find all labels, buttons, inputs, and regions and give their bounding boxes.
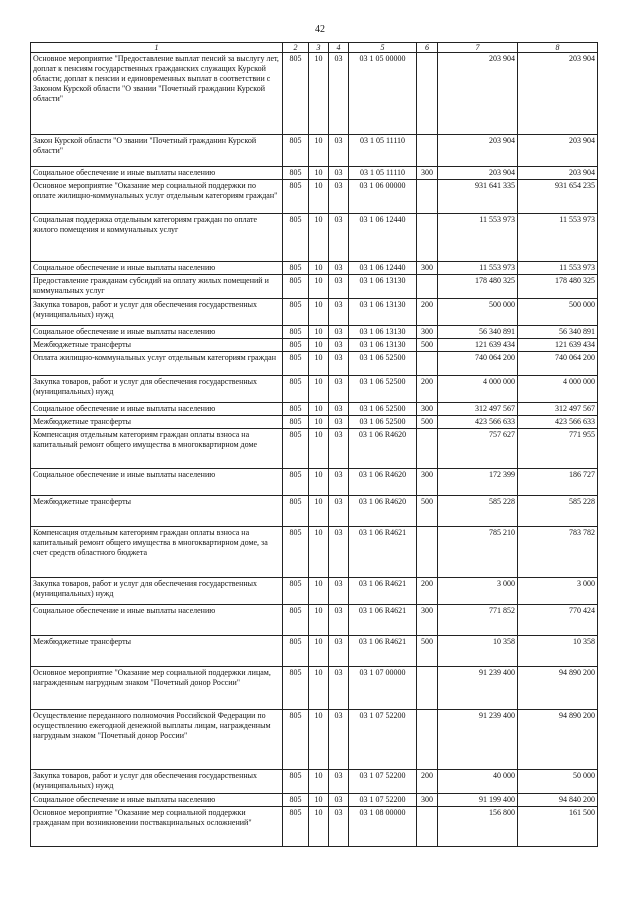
- cell-v1: 11 553 973: [438, 262, 518, 275]
- cell-v2: 740 064 200: [518, 352, 598, 376]
- cell-rz: 10: [309, 352, 329, 376]
- cell-rz: 10: [309, 429, 329, 469]
- cell-v2: 56 340 891: [518, 326, 598, 339]
- cell-rz: 10: [309, 605, 329, 636]
- cell-csr: 03 1 06 00000: [349, 180, 417, 214]
- cell-rz: 10: [309, 469, 329, 496]
- cell-desc: Основное мероприятие "Предоставление выплат пенсий за выслугу лет, доплат к пенсиям государственных гражданских служащих Курской области; доплат к пенсии и единовременных выплат в соответствии с Законом Курской области "О звании "Почетный гражданин Курской области": [31, 53, 283, 135]
- cell-v1: 312 497 567: [438, 403, 518, 416]
- cell-rz: 10: [309, 636, 329, 667]
- table-row: [31, 403, 598, 416]
- cell-rz: 10: [309, 214, 329, 262]
- cell-pr: 03: [329, 180, 349, 214]
- table-row: [31, 180, 598, 214]
- cell-v1: 10 358: [438, 636, 518, 667]
- cell-v1: 740 064 200: [438, 352, 518, 376]
- cell-pr: 03: [329, 275, 349, 299]
- cell-vr: [417, 53, 438, 135]
- cell-desc: Закон Курской области "О звании "Почетный гражданин Курской области": [31, 135, 283, 167]
- page-number: 42: [315, 24, 325, 35]
- cell-v1: 423 566 633: [438, 416, 518, 429]
- cell-vr: 300: [417, 262, 438, 275]
- cell-vr: 200: [417, 578, 438, 605]
- cell-rz: 10: [309, 135, 329, 167]
- table-row: [31, 262, 598, 275]
- table-row: [31, 167, 598, 180]
- cell-v1: 3 000: [438, 578, 518, 605]
- table-row: [31, 326, 598, 339]
- cell-v2: 178 480 325: [518, 275, 598, 299]
- cell-gr: 805: [283, 53, 309, 135]
- cell-csr: 03 1 07 52200: [349, 710, 417, 770]
- cell-rz: 10: [309, 326, 329, 339]
- cell-pr: 03: [329, 339, 349, 352]
- cell-desc: Социальное обеспечение и иные выплаты населению: [31, 469, 283, 496]
- cell-vr: 300: [417, 794, 438, 807]
- cell-pr: 03: [329, 667, 349, 710]
- cell-desc: Осуществление переданного полномочия Российской Федерации по осуществлению ежегодной денежной выплаты лицам, награжденным нагрудным знаком "Почетный донор России": [31, 710, 283, 770]
- cell-desc: Социальное обеспечение и иные выплаты населению: [31, 794, 283, 807]
- cell-csr: 03 1 06 13130: [349, 326, 417, 339]
- column-header: 2: [283, 43, 309, 53]
- cell-csr: 03 1 06 12440: [349, 214, 417, 262]
- cell-vr: [417, 667, 438, 710]
- cell-v1: 91 239 400: [438, 667, 518, 710]
- cell-vr: [417, 527, 438, 578]
- cell-vr: [417, 275, 438, 299]
- cell-v2: 3 000: [518, 578, 598, 605]
- cell-rz: 10: [309, 667, 329, 710]
- cell-rz: 10: [309, 807, 329, 847]
- cell-desc: Межбюджетные трансферты: [31, 636, 283, 667]
- cell-gr: 805: [283, 710, 309, 770]
- table-row: [31, 352, 598, 376]
- cell-pr: 03: [329, 135, 349, 167]
- cell-v2: 783 782: [518, 527, 598, 578]
- cell-desc: Межбюджетные трансферты: [31, 496, 283, 527]
- cell-v1: 156 800: [438, 807, 518, 847]
- cell-rz: 10: [309, 180, 329, 214]
- cell-csr: 03 1 06 12440: [349, 262, 417, 275]
- cell-rz: 10: [309, 339, 329, 352]
- cell-desc: Оплата жилищно-коммунальных услуг отдельным категориям граждан: [31, 352, 283, 376]
- cell-pr: 03: [329, 578, 349, 605]
- cell-pr: 03: [329, 496, 349, 527]
- cell-csr: 03 1 06 R4621: [349, 578, 417, 605]
- cell-gr: 805: [283, 167, 309, 180]
- cell-v2: 186 727: [518, 469, 598, 496]
- cell-gr: 805: [283, 214, 309, 262]
- table-row: [31, 339, 598, 352]
- cell-gr: 805: [283, 262, 309, 275]
- budget-table: [30, 42, 598, 847]
- cell-csr: 03 1 06 52500: [349, 416, 417, 429]
- cell-csr: 03 1 06 52500: [349, 376, 417, 403]
- cell-gr: 805: [283, 135, 309, 167]
- cell-vr: 300: [417, 605, 438, 636]
- cell-gr: 805: [283, 339, 309, 352]
- table-row: [31, 527, 598, 578]
- cell-desc: Закупка товаров, работ и услуг для обеспечения государственных (муниципальных) нужд: [31, 299, 283, 326]
- cell-vr: 200: [417, 376, 438, 403]
- cell-v1: 56 340 891: [438, 326, 518, 339]
- cell-gr: 805: [283, 469, 309, 496]
- cell-vr: [417, 807, 438, 847]
- cell-csr: 03 1 05 11110: [349, 167, 417, 180]
- column-header: 5: [349, 43, 417, 53]
- cell-pr: 03: [329, 214, 349, 262]
- cell-pr: 03: [329, 352, 349, 376]
- cell-gr: 805: [283, 180, 309, 214]
- cell-vr: 200: [417, 770, 438, 794]
- column-header: 4: [329, 43, 349, 53]
- cell-desc: Закупка товаров, работ и услуг для обеспечения государственных (муниципальных) нужд: [31, 376, 283, 403]
- cell-v1: 931 641 335: [438, 180, 518, 214]
- table-row: [31, 469, 598, 496]
- cell-v1: 178 480 325: [438, 275, 518, 299]
- cell-desc: Социальное обеспечение и иные выплаты населению: [31, 605, 283, 636]
- table-row: [31, 605, 598, 636]
- cell-rz: 10: [309, 416, 329, 429]
- table-row: [31, 135, 598, 167]
- cell-desc: Основное мероприятие "Оказание мер социальной поддержки гражданам при возникновении поствакцинальных осложнений": [31, 807, 283, 847]
- cell-pr: 03: [329, 299, 349, 326]
- cell-desc: Основное мероприятие "Оказание мер социальной поддержки лицам, награжденным нагрудным знаком "Почетный донор России": [31, 667, 283, 710]
- cell-desc: Предоставление гражданам субсидий на оплату жилых помещений и коммунальных услуг: [31, 275, 283, 299]
- cell-gr: 805: [283, 496, 309, 527]
- cell-v1: 172 399: [438, 469, 518, 496]
- cell-desc: Социальное обеспечение и иные выплаты населению: [31, 326, 283, 339]
- cell-v2: 121 639 434: [518, 339, 598, 352]
- cell-rz: 10: [309, 710, 329, 770]
- column-header: 6: [417, 43, 438, 53]
- cell-pr: 03: [329, 770, 349, 794]
- cell-gr: 805: [283, 299, 309, 326]
- cell-v1: 91 199 400: [438, 794, 518, 807]
- cell-v1: 11 553 973: [438, 214, 518, 262]
- cell-v2: 94 890 200: [518, 667, 598, 710]
- cell-vr: 500: [417, 496, 438, 527]
- cell-gr: 805: [283, 807, 309, 847]
- cell-rz: 10: [309, 496, 329, 527]
- cell-csr: 03 1 06 52500: [349, 403, 417, 416]
- table-row: [31, 794, 598, 807]
- cell-csr: 03 1 06 R4620: [349, 429, 417, 469]
- table-row: [31, 376, 598, 403]
- cell-desc: Закупка товаров, работ и услуг для обеспечения государственных (муниципальных) нужд: [31, 770, 283, 794]
- cell-v2: 585 228: [518, 496, 598, 527]
- cell-rz: 10: [309, 53, 329, 135]
- table-row: [31, 667, 598, 710]
- cell-csr: 03 1 06 R4621: [349, 636, 417, 667]
- cell-rz: 10: [309, 262, 329, 275]
- table-row: [31, 578, 598, 605]
- cell-v1: 585 228: [438, 496, 518, 527]
- cell-v1: 91 239 400: [438, 710, 518, 770]
- cell-csr: 03 1 07 00000: [349, 667, 417, 710]
- cell-csr: 03 1 06 52500: [349, 352, 417, 376]
- cell-v1: 785 210: [438, 527, 518, 578]
- cell-pr: 03: [329, 469, 349, 496]
- table-row: [31, 770, 598, 794]
- cell-desc: Компенсация отдельным категориям граждан оплаты взноса на капитальный ремонт общего имущества в многоквартирном доме: [31, 429, 283, 469]
- cell-vr: 300: [417, 167, 438, 180]
- cell-pr: 03: [329, 326, 349, 339]
- cell-desc: Межбюджетные трансферты: [31, 339, 283, 352]
- cell-desc: Социальное обеспечение и иные выплаты населению: [31, 403, 283, 416]
- column-header: 7: [438, 43, 518, 53]
- table-row: [31, 416, 598, 429]
- cell-pr: 03: [329, 376, 349, 403]
- cell-desc: Закупка товаров, работ и услуг для обеспечения государственных (муниципальных) нужд: [31, 578, 283, 605]
- cell-gr: 805: [283, 416, 309, 429]
- cell-csr: 03 1 07 52200: [349, 770, 417, 794]
- column-header: 3: [309, 43, 329, 53]
- cell-desc: Основное мероприятие "Оказание мер социальной поддержки по оплате жилищно-коммунальных услуг отдельным категориям граждан": [31, 180, 283, 214]
- cell-rz: 10: [309, 299, 329, 326]
- column-header: 8: [518, 43, 598, 53]
- cell-gr: 805: [283, 326, 309, 339]
- cell-v1: 4 000 000: [438, 376, 518, 403]
- cell-gr: 805: [283, 770, 309, 794]
- cell-pr: 03: [329, 53, 349, 135]
- cell-vr: 300: [417, 469, 438, 496]
- cell-csr: 03 1 06 R4620: [349, 469, 417, 496]
- cell-v2: 500 000: [518, 299, 598, 326]
- cell-v1: 121 639 434: [438, 339, 518, 352]
- column-header: 1: [31, 43, 283, 53]
- cell-rz: 10: [309, 794, 329, 807]
- cell-desc: Социальное обеспечение и иные выплаты населению: [31, 167, 283, 180]
- cell-v2: 94 840 200: [518, 794, 598, 807]
- cell-csr: 03 1 08 00000: [349, 807, 417, 847]
- table-row: [31, 53, 598, 135]
- cell-gr: 805: [283, 578, 309, 605]
- cell-csr: 03 1 06 R4620: [349, 496, 417, 527]
- cell-v2: 203 904: [518, 53, 598, 135]
- cell-vr: 500: [417, 339, 438, 352]
- cell-pr: 03: [329, 794, 349, 807]
- table-row: [31, 710, 598, 770]
- table-header-row: [31, 43, 598, 53]
- cell-v2: 931 654 235: [518, 180, 598, 214]
- cell-rz: 10: [309, 770, 329, 794]
- cell-vr: [417, 710, 438, 770]
- cell-v1: 757 627: [438, 429, 518, 469]
- cell-gr: 805: [283, 352, 309, 376]
- cell-v2: 203 904: [518, 167, 598, 180]
- cell-gr: 805: [283, 667, 309, 710]
- cell-gr: 805: [283, 527, 309, 578]
- table-row: [31, 429, 598, 469]
- cell-vr: 500: [417, 636, 438, 667]
- cell-pr: 03: [329, 710, 349, 770]
- cell-v2: 312 497 567: [518, 403, 598, 416]
- table-row: [31, 275, 598, 299]
- cell-v1: 40 000: [438, 770, 518, 794]
- cell-vr: 200: [417, 299, 438, 326]
- cell-csr: 03 1 07 52200: [349, 794, 417, 807]
- table-row: [31, 299, 598, 326]
- cell-v2: 4 000 000: [518, 376, 598, 403]
- cell-gr: 805: [283, 403, 309, 416]
- cell-csr: 03 1 06 R4621: [349, 527, 417, 578]
- cell-csr: 03 1 05 11110: [349, 135, 417, 167]
- cell-vr: [417, 180, 438, 214]
- cell-gr: 805: [283, 794, 309, 807]
- cell-v2: 161 500: [518, 807, 598, 847]
- cell-vr: 300: [417, 326, 438, 339]
- cell-v2: 94 890 200: [518, 710, 598, 770]
- cell-v1: 203 904: [438, 135, 518, 167]
- cell-desc: Социальное обеспечение и иные выплаты населению: [31, 262, 283, 275]
- table-row: [31, 807, 598, 847]
- cell-desc: Социальная поддержка отдельным категориям граждан по оплате жилого помещения и коммунальных услуг: [31, 214, 283, 262]
- cell-rz: 10: [309, 275, 329, 299]
- cell-vr: [417, 135, 438, 167]
- cell-pr: 03: [329, 403, 349, 416]
- cell-rz: 10: [309, 167, 329, 180]
- cell-v1: 500 000: [438, 299, 518, 326]
- table-body: [31, 53, 598, 847]
- cell-gr: 805: [283, 429, 309, 469]
- cell-pr: 03: [329, 605, 349, 636]
- table-row: [31, 214, 598, 262]
- cell-rz: 10: [309, 376, 329, 403]
- cell-vr: [417, 352, 438, 376]
- cell-csr: 03 1 06 R4621: [349, 605, 417, 636]
- cell-v2: 423 566 633: [518, 416, 598, 429]
- cell-gr: 805: [283, 376, 309, 403]
- cell-gr: 805: [283, 636, 309, 667]
- cell-v1: 203 904: [438, 53, 518, 135]
- cell-v2: 11 553 973: [518, 262, 598, 275]
- cell-pr: 03: [329, 262, 349, 275]
- cell-pr: 03: [329, 636, 349, 667]
- cell-rz: 10: [309, 403, 329, 416]
- cell-pr: 03: [329, 807, 349, 847]
- cell-v2: 50 000: [518, 770, 598, 794]
- table-row: [31, 496, 598, 527]
- cell-gr: 805: [283, 605, 309, 636]
- cell-pr: 03: [329, 527, 349, 578]
- cell-v2: 770 424: [518, 605, 598, 636]
- cell-desc: Межбюджетные трансферты: [31, 416, 283, 429]
- cell-csr: 03 1 05 00000: [349, 53, 417, 135]
- cell-pr: 03: [329, 429, 349, 469]
- cell-csr: 03 1 06 13130: [349, 275, 417, 299]
- cell-v1: 203 904: [438, 167, 518, 180]
- cell-rz: 10: [309, 527, 329, 578]
- cell-pr: 03: [329, 416, 349, 429]
- cell-vr: [417, 214, 438, 262]
- cell-vr: 300: [417, 403, 438, 416]
- cell-csr: 03 1 06 13130: [349, 339, 417, 352]
- cell-desc: Компенсация отдельным категориям граждан оплаты взноса на капитальный ремонт общего имущества в многоквартирном доме, за счет средств областного бюджета: [31, 527, 283, 578]
- cell-gr: 805: [283, 275, 309, 299]
- cell-vr: 500: [417, 416, 438, 429]
- cell-pr: 03: [329, 167, 349, 180]
- cell-csr: 03 1 06 13130: [349, 299, 417, 326]
- cell-v2: 10 358: [518, 636, 598, 667]
- cell-v2: 203 904: [518, 135, 598, 167]
- cell-v2: 11 553 973: [518, 214, 598, 262]
- cell-v1: 771 852: [438, 605, 518, 636]
- cell-rz: 10: [309, 578, 329, 605]
- table-row: [31, 636, 598, 667]
- cell-vr: [417, 429, 438, 469]
- cell-v2: 771 955: [518, 429, 598, 469]
